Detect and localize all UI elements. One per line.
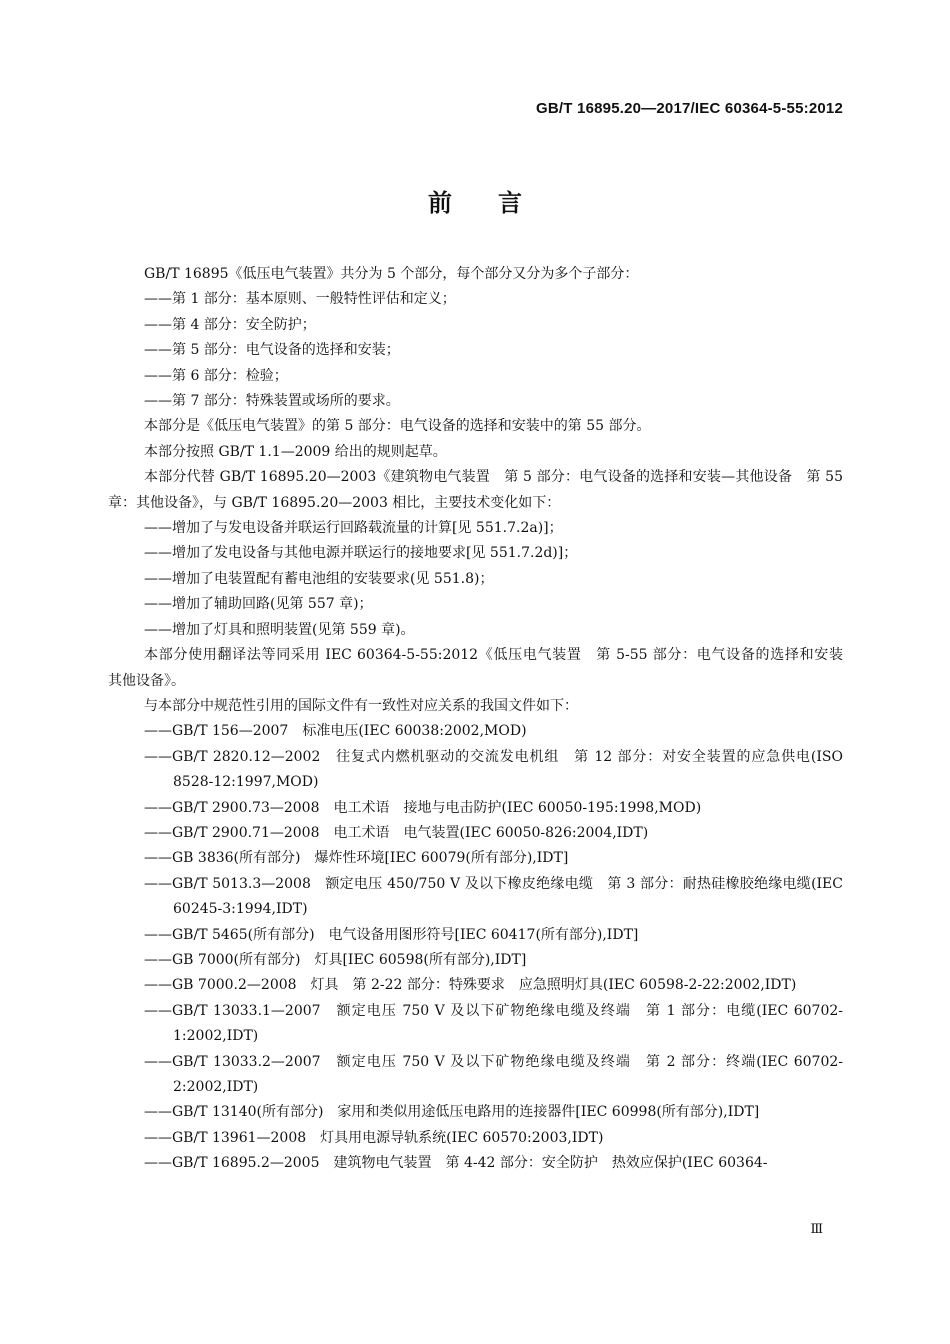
list-item: ——第 4 部分：安全防护； [144,316,316,333]
changes-list [108,516,843,643]
list-item: ——增加了与发电设备并联运行回路载流量的计算[见 551.7.2a)]； [144,520,563,537]
list-item: ——增加了电装置配有蓄电池组的安装要求(见 551.8)； [144,570,494,587]
foreword-body [108,262,857,1177]
parts-list [108,287,843,414]
list-item: ——增加了辅助回路(见第 557 章)； [144,596,373,613]
list-item: ——增加了灯具和照明装置(见第 559 章)。 [144,621,415,638]
drafting-paragraph: 本部分按照 GB/T 1.1—2009 给出的规则起草。 [144,443,447,460]
page-number: Ⅲ [810,1222,823,1237]
references-intro-paragraph: 与本部分中规范性引用的国际文件有一致性对应关系的我国文件如下： [144,697,578,714]
standard-code-header: GB/T 16895.20—2017/IEC 60364-5-55:2012 [536,100,843,117]
list-item: ——GB/T 13961—2008 灯具用电源导轨系统(IEC 60570:2003,IDT) [144,1129,604,1146]
list-item: ——第 6 部分：检验； [144,367,288,384]
list-item: ——增加了发电设备与其他电源并联运行的接地要求[见 551.7.2d)]； [144,545,578,562]
references-list [108,719,843,1176]
list-item: ——第 5 部分：电气设备的选择和安装； [144,342,400,359]
list-item: ——GB/T 13140(所有部分) 家用和类似用途低压电路用的连接器件[IEC 60998(所有部分),IDT] [144,1104,760,1121]
translation-paragraph: 本部分使用翻译法等同采用 IEC 60364-5-55:2012《低压电气装置 第 5-55 部分：电气设备的选择和安装 其他设备》。 [108,647,857,689]
intro-paragraph: GB/T 16895《低压电气装置》共分为 5 个部分，每个部分又分为多个子部分： [144,266,639,282]
list-item: ——GB/T 16895.2—2005 建筑物电气装置 第 4-42 部分：安全防护 热效应保护(IEC 60364- [144,1155,768,1172]
list-item: ——GB/T 13033.1—2007 额定电压 750 V 及以下矿物绝缘电缆及终端 第 1 部分：电缆(IEC 60702-1:2002,IDT) [144,1002,843,1045]
page-title: 前言 [428,189,568,217]
part-of-paragraph: 本部分是《低压电气装置》的第 5 部分：电气设备的选择和安装中的第 55 部分。 [144,418,651,435]
list-item: ——GB/T 156—2007 标准电压(IEC 60038:2002,MOD) [144,723,527,740]
list-item: ——第 1 部分：基本原则、一般特性评估和定义； [144,291,456,308]
list-item: ——GB/T 13033.2—2007 额定电压 750 V 及以下矿物绝缘电缆及终端 第 2 部分：终端(IEC 60702-2:2002,IDT) [144,1053,843,1095]
list-item: ——GB/T 2820.12—2002 往复式内燃机驱动的交流发电机组 第 12 部分：对安全装置的应急供电(ISO 8528-12:1997,MOD) [144,748,843,791]
list-item: ——GB/T 5013.3—2008 额定电压 450/750 V 及以下橡皮绝缘电缆 第 3 部分：耐热硅橡胶绝缘电缆(IEC 60245-3:1994,IDT) [144,875,843,918]
list-item: ——GB/T 2900.73—2008 电工术语 接地与电击防护(IEC 60050-195:1998,MOD) [144,799,702,816]
list-item: ——GB/T 5465(所有部分) 电气设备用图形符号[IEC 60417(所有部分),IDT] [144,926,639,943]
list-item: ——GB 7000.2—2008 灯具 第 2-22 部分：特殊要求 应急照明灯具(IEC 60598-2-22:2002,IDT) [144,977,797,994]
replaces-paragraph: 本部分代替 GB/T 16895.20—2003《建筑物电气装置 第 5 部分：电气设备的选择和安装—其他设备 第 55 章：其他设备》，与 GB/T 16895.20—2003 相比，主要技术变化如下： [108,469,843,511]
list-item: ——GB/T 2900.71—2008 电工术语 电气装置(IEC 60050-826:2004,IDT) [144,824,649,841]
list-item: ——GB 7000(所有部分) 灯具[IEC 60598(所有部分),IDT] [144,951,527,968]
list-item: ——第 7 部分：特殊装置或场所的要求。 [144,393,400,410]
list-item: ——GB 3836(所有部分) 爆炸性环境[IEC 60079(所有部分),IDT] [144,850,569,867]
